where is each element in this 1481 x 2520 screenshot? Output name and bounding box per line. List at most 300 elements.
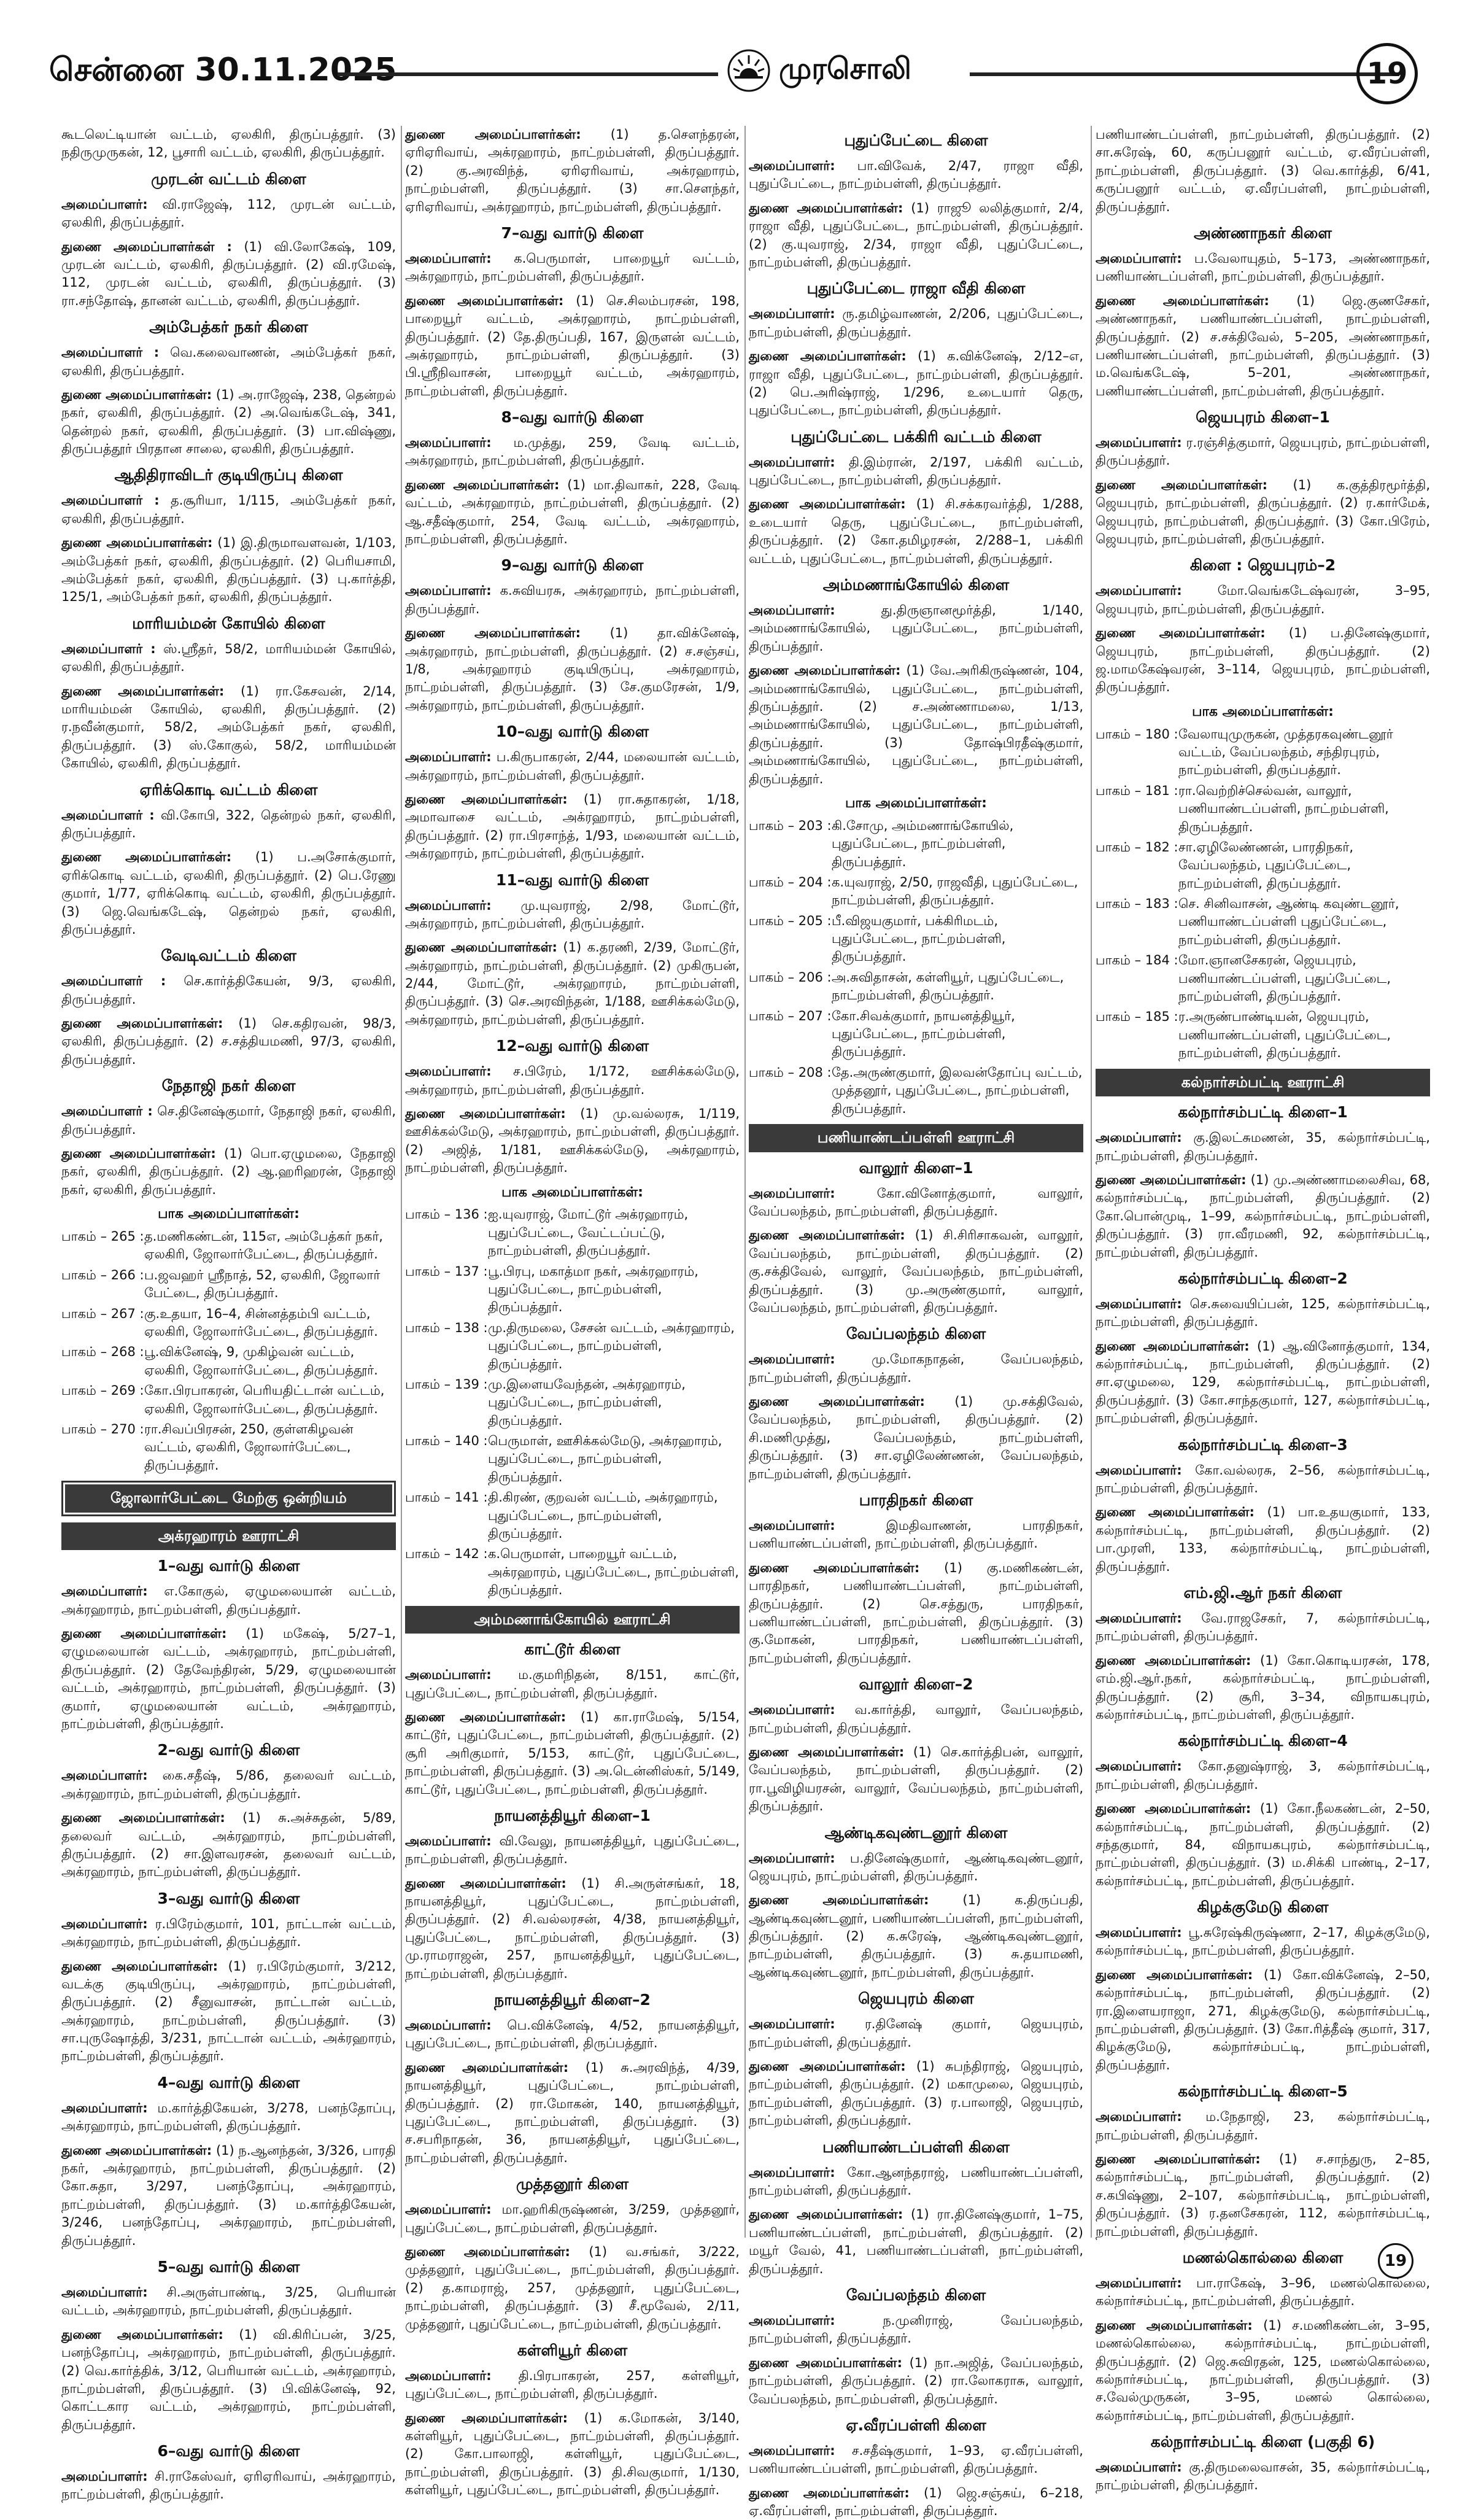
branch-heading: வாலூர் கிளை–2 bbox=[859, 1675, 973, 1694]
member-details: கூடலெட்டியான் வட்டம், ஏலகிரி, திருப்பத்தூர். (3) நதிருமுருகன், 12, பூசாரி வட்டம், ஏலகிரி, திருப்பத்தூர். bbox=[61, 127, 396, 160]
branch-heading: 11–வது வார்டு கிளை bbox=[495, 870, 649, 889]
member-entry bbox=[61, 2326, 396, 2434]
member-entry bbox=[61, 2468, 396, 2504]
booth-organiser: மு.இளையவேந்தன், அக்ரஹாரம், புதுப்பேட்டை, நாட்றம்பள்ளி, திருப்பத்தூர். bbox=[488, 1376, 686, 1428]
column-divider bbox=[401, 126, 402, 2238]
member-details: வெ.கலைவாணன், அம்பேத்கர் நகர், ஏலகிரி, திருப்பத்தூர். bbox=[61, 345, 396, 378]
member-details: த.சூரியா, 1/115, அம்பேத்கர் நகர், ஏலகிரி, திருப்பத்தூர். bbox=[61, 493, 396, 526]
role-label: அமைப்பாளர்: bbox=[61, 196, 148, 212]
branch-heading: நேதாஜி நகர் கிளை bbox=[161, 1077, 296, 1095]
booth-row bbox=[749, 817, 1083, 871]
member-details: (1) பொ.ஏழுமலை, நேதாஜி நகர், ஏலகிரி, திருப்பத்தூர். (2) ஆ.ஹரிஹரன், நேதாஜி நகர், ஏலகிரி, திருப்பத்தூர். bbox=[61, 1146, 396, 1197]
member-entry bbox=[1096, 2317, 1430, 2425]
member-entry bbox=[1096, 1758, 1430, 1794]
role-label: அமைப்பாளர்: bbox=[61, 2284, 148, 2300]
member-details: ம.முத்து, 259, வேடி வட்டம், அக்ரஹாரம், நாட்றம்பள்ளி, திருப்பத்தூர். bbox=[405, 435, 740, 468]
branch-heading: ஆதிதிராவிடர் குடியிருப்பு கிளை bbox=[114, 466, 343, 484]
member-details: (1) செ.கார்த்திபன், வாலூர், வேப்பலந்தம், நாட்றம்பள்ளி, திருப்பத்தூர். (2) ரா.பூவிழியரசன், வாலூர், வேப்பலந்தம், நாட்றம்பள்ளி, திருப்பத்தூர். bbox=[749, 1744, 1083, 1814]
branch-heading: நாயனத்தியூர் கிளை–1 bbox=[494, 1806, 651, 1824]
member-entry bbox=[405, 1708, 740, 1799]
role-label: துணை அமைப்பாளர்கள்: bbox=[749, 349, 907, 364]
member-entry bbox=[1096, 1610, 1430, 1646]
member-entry bbox=[61, 2099, 396, 2136]
branch-heading: 8–வது வார்டு கிளை bbox=[501, 408, 644, 427]
role-label: அமைப்பாளர்: bbox=[749, 306, 835, 322]
role-label: துணை அமைப்பாளர்கள்: bbox=[61, 387, 212, 402]
booth-number: பாகம் – 266 : bbox=[61, 1267, 144, 1282]
branch-heading: மணல்கொல்லை கிளை bbox=[1182, 2248, 1344, 2266]
member-details: (1) மு.வல்லரசு, 1/119, ஊசிக்கல்மேடு, அக்ரஹாரம், நாட்றம்பள்ளி, திருப்பத்தூர். (2) அஜித், 1/181, ஊசிக்கல்மேடு, அக்ரஹாரம், நாட்றம்பள்ளி, திருப்பத்தூர். bbox=[405, 1106, 740, 1176]
column-2 bbox=[405, 126, 740, 2498]
role-label: துணை அமைப்பாளர்கள்: bbox=[749, 1893, 929, 1908]
booth-row bbox=[61, 1228, 396, 1264]
branch-heading: மாரியம்மன் கோயில் கிளை bbox=[132, 614, 325, 632]
member-entry bbox=[749, 1701, 1083, 1737]
member-entry bbox=[405, 1875, 740, 1983]
member-details: (1) நா.அஜித், வேப்பலந்தம், நாட்றம்பள்ளி, திருப்பத்தூர். (2) ரா.லோகராசு, வாலூர், வேப்பலந்தம், நாட்றம்பள்ளி, திருப்பத்தூர். bbox=[749, 2355, 1083, 2406]
branch-heading: அண்ணாநகர் கிளை bbox=[1194, 223, 1332, 242]
member-details: (1) ப.தினேஷ்குமார், ஜெயபுரம், நாட்றம்பள்ளி, திருப்பத்தூர். (2) ஜ.மாமகேஷ்வரன், 3–114, ஜெயபுரம், நாட்றம்பள்ளி, திருப்பத்தூர். bbox=[1096, 626, 1430, 695]
branch-heading: கல்நார்சம்பட்டி கிளை–3 bbox=[1178, 1435, 1348, 1454]
booth-organisers bbox=[1096, 703, 1430, 1063]
member-details: ச.பிரேம், 1/172, ஊசிக்கல்மேடு, அக்ரஹாரம், நாட்றம்பள்ளி, திருப்பத்தூர். bbox=[405, 1064, 740, 1097]
role-label: அமைப்பாளர்: bbox=[1096, 435, 1182, 451]
booth-number: பாகம் – 141 : bbox=[405, 1490, 488, 1505]
role-label: அமைப்பாளர்: bbox=[749, 1185, 835, 1201]
member-details: கோ.ஆனந்தராஜ், பணியாண்டப்பள்ளி, நாட்றம்பள்ளி, திருப்பத்தூர். bbox=[749, 2165, 1083, 2198]
booth-number: பாகம் – 269 : bbox=[61, 1383, 144, 1398]
role-label: அமைப்பாளர்: bbox=[405, 2202, 492, 2217]
booth-organiser: தி.கிரண், குறவன் வட்டம், அக்ரஹாரம், புதுப்பேட்டை, நாட்றம்பள்ளி, திருப்பத்தூர். bbox=[488, 1490, 718, 1541]
branch-heading: பணியாண்டப்பள்ளி கிளை bbox=[822, 2138, 1010, 2156]
masthead-rule-right bbox=[970, 72, 1399, 76]
booth-row bbox=[1096, 1008, 1430, 1062]
member-entry bbox=[749, 2312, 1083, 2348]
role-label: அமைப்பாளர்: bbox=[405, 1667, 492, 1683]
member-details: (1) வி.கிரிப்பன், 3/25, பனந்தோப்பு, அக்ரஹாரம், நாட்றம்பள்ளி, திருப்பத்தூர். (2) வெ.கார்த்திக், 3/12, பெரியான் வட்டம், அக்ரஹாரம், நாட்றம்பள்ளி, திருப்பத்தூர். (3) பி.விக்னேஷ், 92, கொட்டகார வட்டம், அக்ரஹாரம், நாட்றம்பள்ளி, திருப்பத்தூர். bbox=[61, 2327, 396, 2432]
member-entry bbox=[1096, 1503, 1430, 1576]
member-entry bbox=[61, 848, 396, 939]
member-entry bbox=[749, 347, 1083, 420]
role-label: அமைப்பாளர்: bbox=[749, 603, 835, 618]
role-label: துணை அமைப்பாளர்கள்: bbox=[405, 1875, 566, 1891]
branch-heading: வேடிவட்டம் கிளை bbox=[161, 947, 296, 965]
booth-organiser: வேலாயுமுருகன், முத்தரகவுண்டனூர் வட்டம், வேப்பலந்தம், சந்திரபுரம், நாட்றம்பள்ளி, திருப்பத்தூர். bbox=[1178, 726, 1393, 778]
member-details: (1) ஜெ.குணசேகர், அண்ணாநகர், பணியாண்டப்பள்ளி, நாட்றம்பள்ளி, திருப்பத்தூர். (2) ச.சக்திவேல், 5–205, அண்ணாநகர், பணியாண்டப்பள்ளி, நாட்றம்பள்ளி, திருப்பத்தூர். (3) ம.வெங்கடேஷ், 5–201, அண்ணாநகர், பணியாண்டப்பள்ளி, நாட்றம்பள்ளி, திருப்பத்தூர். bbox=[1096, 293, 1430, 398]
member-details: ப.தினேஷ்குமார், ஆண்டிகவுண்டனூர், ஜெயபுரம், நாட்றம்பள்ளி, திருப்பத்தூர். bbox=[749, 1850, 1083, 1883]
role-label: அமைப்பாளர்: bbox=[61, 1916, 148, 1931]
column-1 bbox=[61, 126, 396, 2502]
member-entry bbox=[61, 807, 396, 843]
member-entry bbox=[749, 1517, 1083, 1553]
member-entry bbox=[749, 1559, 1083, 1667]
booth-row bbox=[61, 1382, 396, 1418]
member-entry bbox=[61, 2284, 396, 2320]
member-entry bbox=[61, 386, 396, 459]
member-entry bbox=[1096, 250, 1430, 286]
member-entry bbox=[405, 292, 740, 400]
member-entry bbox=[405, 939, 740, 1029]
member-details: (1) பா.உதயகுமார், 133, கல்நார்சம்பட்டி, நாட்றம்பள்ளி, திருப்பத்தூர். (2) பா.முரளி, 133, கல்நார்சம்பட்டி, நாட்றம்பள்ளி, திருப்பத்தூர். bbox=[1096, 1505, 1430, 1574]
role-label: துணை அமைப்பாளர்கள்: bbox=[1096, 626, 1266, 641]
member-entry bbox=[749, 495, 1083, 568]
booth-number: பாகம் – 138 : bbox=[405, 1320, 488, 1335]
booth-organiser: பூ.விக்னேஷ், 9, முகிழ்வன் வட்டம், ஏலகிரி, ஜோலார்பேட்டை, திருப்பத்தூர். bbox=[144, 1344, 378, 1378]
member-entry bbox=[1096, 1800, 1430, 1890]
role-label: துணை அமைப்பாளர்கள்: bbox=[61, 1958, 218, 1974]
role-label: துணை அமைப்பாளர்கள்: bbox=[61, 1016, 223, 1031]
member-details: செ.சுவையிப்பன், 125, கல்நார்சம்பட்டி, நாட்றம்பள்ளி, திருப்பத்தூர். bbox=[1096, 1296, 1430, 1330]
booth-row bbox=[749, 874, 1083, 910]
member-details: (1) இ.திருமாவளவன், 1/103, அம்பேத்கர் நகர், ஏலகிரி, திருப்பத்தூர். (2) பெரியசாமி, அம்பேத்கர் நகர், ஏலகிரி, திருப்பத்தூர். (3) பு.கார்த்தி, 125/1, அம்பேத்கர் நகர், ஏலகிரி, திருப்பத்தூர். bbox=[61, 535, 396, 605]
member-entry bbox=[61, 1915, 396, 1952]
booth-number: பாகம் – 184 : bbox=[1096, 953, 1178, 968]
member-details: கோ.வல்லரசு, 2–56, கல்நார்சம்பட்டி, நாட்றம்பள்ளி, திருப்பத்தூர். bbox=[1096, 1462, 1430, 1496]
panchayat-banner: பணியாண்டப்பள்ளி ஊராட்சி bbox=[749, 1124, 1083, 1152]
booth-organisers bbox=[749, 794, 1083, 1118]
role-label: துணை அமைப்பாளர்கள் : bbox=[61, 239, 232, 254]
role-label: துணை அமைப்பாளர்கள்: bbox=[61, 2327, 223, 2342]
role-label: துணை அமைப்பாளர்கள்: bbox=[61, 683, 225, 699]
member-details: (1) சி.சிரிசாகவன், வாலூர், வேப்பலந்தம், நாட்றம்பள்ளி, திருப்பத்தூர். (2) கு.சக்திவேல், வாலூர், வேப்பலந்தம், நாட்றம்பள்ளி, திருப்பத்தூர். (3) மு.அருண்குமார், வாலூர், வேப்பலந்தம், நாட்றம்பள்ளி, திருப்பத்தூர். bbox=[749, 1228, 1083, 1315]
booth-row bbox=[749, 969, 1083, 1005]
branch-heading: 3–வது வார்டு கிளை bbox=[157, 1889, 300, 1907]
member-details: கு.இலட்சுமணன், 35, கல்நார்சம்பட்டி, நாட்றம்பள்ளி, திருப்பத்தூர். bbox=[1096, 1130, 1430, 1163]
member-details: வி.ராஜேஷ், 112, முரடன் வட்டம், ஏலகிரி, திருப்பத்தூர். bbox=[61, 196, 396, 230]
booth-row bbox=[405, 1432, 740, 1486]
booth-row bbox=[1096, 839, 1430, 893]
member-details: கு.திருமலைவாசன், 35, கல்நார்சம்பட்டி, நாட்றம்பள்ளி, திருப்பத்தூர். bbox=[1096, 2460, 1430, 2493]
member-entry bbox=[61, 1767, 396, 1803]
role-label: துணை அமைப்பாளர்கள்: bbox=[1096, 1967, 1253, 1982]
branch-heading: கல்நார்சம்பட்டி கிளை–4 bbox=[1178, 1732, 1348, 1750]
booth-row bbox=[61, 1305, 396, 1341]
member-entry bbox=[1096, 1652, 1430, 1724]
role-label: துணை அமைப்பாளர்கள்: bbox=[749, 2059, 906, 2074]
member-details: தி.இம்ரான், 2/197, பக்கிரி வட்டம், புதுப்பேட்டை, நாட்றம்பள்ளி, திருப்பத்தூர். bbox=[749, 454, 1083, 488]
role-label: துணை அமைப்பாளர்கள்: bbox=[405, 940, 557, 955]
member-details: மோ.வெங்கடேஷ்வரன், 3–95, ஜெயபுரம், நாட்றம்பள்ளி, திருப்பத்தூர். bbox=[1096, 583, 1430, 616]
member-entry bbox=[61, 1625, 396, 1733]
branch-heading: புதுப்பேட்டை ராஜா வீதி கிளை bbox=[806, 279, 1026, 298]
member-details: (1) ராஜூ லலித்குமார், 2/4, ராஜா வீதி, புதுப்பேட்டை, நாட்றம்பள்ளி, திருப்பத்தூர். (2) கு.யுவராஜ், 2/34, ராஜா வீதி, புதுப்பேட்டை, நாட்றம்பள்ளி, திருப்பத்தூர். bbox=[749, 200, 1083, 269]
branch-heading: வேப்பலந்தம் கிளை bbox=[846, 1325, 986, 1343]
branch-heading: வாலூர் கிளை–1 bbox=[859, 1158, 973, 1177]
booth-number: பாகம் – 267 : bbox=[61, 1306, 144, 1321]
branch-heading: கிழக்குமேடு கிளை bbox=[1197, 1898, 1329, 1917]
member-details: ம.கார்த்திகேயன், 3/278, பனந்தோப்பு, அக்ரஹாரம், நாட்றம்பள்ளி, திருப்பத்தூர். bbox=[61, 2100, 396, 2134]
member-entry bbox=[61, 683, 396, 773]
member-details: (1) கா.ராமேஷ், 5/154, காட்டூர், புதுப்பேட்டை, நாட்றம்பள்ளி, திருப்பத்தூர். (2) சூரி அரிகுமார், 5/153, காட்டூர், புதுப்பேட்டை, நாட்றம்பள்ளி, திருப்பத்தூர். (3) அ.டென்னிஸ்கர், 5/149, காட்டூர், புதுப்பேட்டை, நாட்றம்பள்ளி, திருப்பத்தூர். bbox=[405, 1709, 740, 1797]
member-entry bbox=[1096, 1171, 1430, 1262]
role-label: துணை அமைப்பாளர்கள்: bbox=[405, 127, 581, 142]
member-details: (1) மா.திவாகர், 228, வேடி வட்டம், அக்ரஹாரம், நாட்றம்பள்ளி, திருப்பத்தூர். (2) ஆ.சதீஷ்குமார், 254, வேடி வட்டம், அக்ரஹாரம், நாட்றம்பள்ளி, திருப்பத்தூர். bbox=[405, 477, 740, 547]
member-entry bbox=[749, 1393, 1083, 1483]
branch-heading: 12–வது வார்டு கிளை bbox=[495, 1037, 649, 1055]
masthead bbox=[49, 41, 1418, 109]
member-entry bbox=[405, 2243, 740, 2333]
member-entry bbox=[405, 582, 740, 618]
booth-organiser: கோ.சிவக்குமார், நாயனத்தியூர், புதுப்பேட்டை, நாட்றம்பள்ளி, திருப்பத்தூர். bbox=[832, 1008, 1015, 1060]
branch-heading: வேப்பலந்தம் கிளை bbox=[846, 2285, 986, 2304]
role-label: துணை அமைப்பாளர்கள்: bbox=[1096, 2317, 1253, 2333]
booth-organiser: க.பெருமாள், பாறையூர் வட்டம், அக்ரஹாரம், புதுப்பேட்டை, நாட்றம்பள்ளி, திருப்பத்தூர். bbox=[488, 1546, 739, 1598]
member-details: (1) ந.ஆனந்தன், 3/326, பாரதி நகர், அக்ரஹாரம், நாட்றம்பள்ளி, திருப்பத்தூர். (2) கோ.சுதா, 3/297, பனந்தோப்பு, அக்ரஹாரம், நாட்றம்பள்ளி, திருப்பத்தூர். (3) ம.கார்த்திகேயன், 3/246, பனந்தோப்பு, அக்ரஹாரம், நாட்றம்பள்ளி, திருப்பத்தூர். bbox=[61, 2142, 396, 2248]
booth-organiser: மோ.ஞானசேகரன், ஜெயபுரம், பணியாண்டப்பள்ளி, புதுப்பேட்டை, நாட்றம்பள்ளி, திருப்பத்தூர். bbox=[1178, 953, 1391, 1004]
member-details: (1) ரா.சுதாகரன், 1/18, அமாவாசை வட்டம், அக்ரஹாரம், நாட்றம்பள்ளி, திருப்பத்தூர். (2) ரா.பிரசாந்த், 1/93, மலையான் வட்டம், அக்ரஹாரம், நாட்றம்பள்ளி, திருப்பத்தூர். bbox=[405, 791, 740, 861]
member-details: பூ.சுரேஷ்கிருஷ்ணா, 2–17, கிழக்குமேடு, கல்நார்சம்பட்டி, நாட்றம்பள்ளி, திருப்பத்தூர். bbox=[1096, 1925, 1430, 1958]
member-details: வ.கார்த்தி, வாலூர், வேப்பலந்தம், நாட்றம்பள்ளி, திருப்பத்தூர். bbox=[749, 1702, 1083, 1735]
member-details: வி.வேலு, நாயனத்தியூர், புதுப்பேட்டை, நாட்றம்பள்ளி, திருப்பத்தூர். bbox=[405, 1833, 740, 1867]
booth-row bbox=[405, 1489, 740, 1543]
member-details: ப.கிருபாகரன், 2/44, மலையான் வட்டம், அக்ரஹாரம், நாட்றம்பள்ளி, திருப்பத்தூர். bbox=[405, 750, 740, 783]
member-entry bbox=[61, 1958, 396, 2066]
member-entry bbox=[61, 126, 396, 162]
role-label: அமைப்பாளர் : bbox=[61, 807, 155, 823]
member-entry bbox=[749, 2484, 1083, 2520]
role-label: அமைப்பாளர்: bbox=[405, 2368, 492, 2383]
role-label: அமைப்பாளர்: bbox=[749, 1352, 835, 1367]
member-entry bbox=[61, 1809, 396, 1882]
member-details: (1) க.விக்னேஷ், 2/12–எ, ராஜா வீதி, புதுப்பேட்டை, நாட்றம்பள்ளி, திருப்பத்தூர். (2) பெ.அரிஷ்ராஜ், 1/296, உடையார் தெரு, புதுப்பேட்டை, நாட்றம்பள்ளி, திருப்பத்தூர். bbox=[749, 349, 1083, 418]
role-label: அமைப்பாளர்: bbox=[405, 435, 492, 451]
member-details: ர.தினேஷ் குமார், ஜெயபுரம், நாட்றம்பள்ளி, திருப்பத்தூர். bbox=[749, 2017, 1083, 2050]
branch-heading: ஜெயபுரம் கிளை–1 bbox=[1196, 408, 1330, 427]
role-label: அமைப்பாளர்: bbox=[1096, 250, 1182, 266]
member-entry bbox=[749, 1185, 1083, 1221]
booth-organiser: பீ.விஜயகுமார், பக்கிரிமடம், புதுப்பேட்டை, நாட்றம்பள்ளி, திருப்பத்தூர். bbox=[832, 913, 1006, 964]
member-entry bbox=[405, 476, 740, 549]
member-entry bbox=[749, 305, 1083, 341]
member-details: கோ.தனுஷ்ராஜ், 3, கல்நார்சம்பட்டி, நாட்றம்பள்ளி, திருப்பத்தூர். bbox=[1096, 1759, 1430, 1792]
member-entry bbox=[749, 1891, 1083, 1982]
branch-heading: கல்நார்சம்பட்டி கிளை–2 bbox=[1178, 1269, 1348, 1287]
member-entry bbox=[749, 602, 1083, 656]
member-entry bbox=[749, 157, 1083, 193]
member-entry bbox=[61, 2142, 396, 2250]
booth-number: பாகம் – 142 : bbox=[405, 1546, 488, 1562]
branch-heading: 5–வது வார்டு கிளை bbox=[157, 2257, 300, 2276]
member-details: (1) க.மோகன், 3/140, கள்ளியூர், புதுப்பேட்டை, நாட்றம்பள்ளி, திருப்பத்தூர். (2) கோ.பாலாஜி, கள்ளியூர், புதுப்பேட்டை, நாட்றம்பள்ளி, திருப்பத்தூர். (3) தி.சிவகுமார், 1/130, கள்ளியூர், புதுப்பேட்டை, நாட்றம்பள்ளி, திருப்பத்தூர். bbox=[405, 2410, 740, 2498]
member-details: (1) மு.அண்ணாமலைசிவ, 68, கல்நார்சம்பட்டி, நாட்றம்பள்ளி, திருப்பத்தூர். (2) கோ.பொன்முடி, 1–99, கல்நார்சம்பட்டி, நாட்றம்பள்ளி, திருப்பத்தூர். (3) ரா.வீரமணி, 92, கல்நார்சம்பட்டி, நாட்றம்பள்ளி, திருப்பத்தூர். bbox=[1096, 1172, 1430, 1260]
member-details: சி.அருள்பாண்டி, 3/25, பெரியான் வட்டம், அக்ரஹாரம், நாட்றம்பள்ளி, திருப்பத்தூர். bbox=[61, 2284, 396, 2318]
role-label: அமைப்பாளர்: bbox=[749, 454, 835, 470]
booth-number: பாகம் – 181 : bbox=[1096, 783, 1178, 798]
member-details: (1) ரா.தினேஷ்குமார், 1–75, பணியாண்டப்பள்ளி, நாட்றம்பள்ளி, திருப்பத்தூர். (2) மயூர் வேல், 41, பணியாண்டப்பள்ளி, நாட்றம்பள்ளி, திருப்பத்தூர். bbox=[749, 2207, 1083, 2276]
member-entry bbox=[749, 662, 1083, 788]
role-label: அமைப்பாளர்: bbox=[1096, 1462, 1182, 1478]
member-details: தி.பிரபாகரன், 257, கள்ளியூர், புதுப்பேட்டை, நாட்றம்பள்ளி, திருப்பத்தூர். bbox=[405, 2368, 740, 2402]
booth-row bbox=[1096, 895, 1430, 949]
booth-number: பாகம் – 203 : bbox=[749, 818, 832, 833]
member-details: செ.தினேஷ்குமார், நேதாஜி நகர், ஏலகிரி, திருப்பத்தூர். bbox=[61, 1104, 396, 1137]
member-entry bbox=[1096, 292, 1430, 400]
member-entry bbox=[1096, 1966, 1430, 2074]
booth-number: பாகம் – 180 : bbox=[1096, 726, 1178, 742]
member-entry bbox=[1096, 126, 1430, 216]
branch-heading: 4–வது வார்டு கிளை bbox=[157, 2073, 300, 2092]
member-details: (1) செ.சிலம்பரசன், 198, பாறையூர் வட்டம், அக்ரஹாரம், நாட்றம்பள்ளி, திருப்பத்தூர். (2) தே.திருப்பதி, 167, இருளன் வட்டம், அக்ரஹாரம், நாட்றம்பள்ளி, திருப்பத்தூர். (3) பி.ஸ்ரீநிவாசன், பாறையூர் வட்டம், அக்ரஹாரம், நாட்றம்பள்ளி, திருப்பத்தூர். bbox=[405, 293, 740, 398]
member-details: (1) சு.அச்சுதன், 5/89, தலைவர் வட்டம், அக்ரஹாரம், நாட்றம்பள்ளி, திருப்பத்தூர். (2) சா.இளவரசன், தலைவர் வட்டம், அக்ரஹாரம், நாட்றம்பள்ளி, திருப்பத்தூர். bbox=[61, 1810, 396, 1880]
booth-organiser: ரா.சிவப்பிரசன், 250, குள்ளகிழவன் வட்டம், ஏலகிரி, ஜோலார்பேட்டை, திருப்பத்தூர். bbox=[144, 1421, 354, 1473]
member-entry bbox=[1096, 476, 1430, 549]
booth-number: பாகம் – 265 : bbox=[61, 1228, 144, 1244]
member-entry bbox=[61, 1103, 396, 1139]
booth-number: பாகம் – 205 : bbox=[749, 913, 832, 928]
member-details: பெ.விக்னேஷ், 4/52, நாயனத்தியூர், புதுப்பேட்டை, நாட்றம்பள்ளி, திருப்பத்தூர். bbox=[405, 2018, 740, 2051]
role-label: அமைப்பாளர்: bbox=[405, 583, 492, 599]
member-details: சி.ராகேஸ்வர், ஏரிஏரிவாய், அக்ரஹாரம், நாட்றம்பள்ளி, திருப்பத்தூர். bbox=[61, 2469, 396, 2502]
booth-organiser: பெருமாள், ஊசிக்கல்மேடு, அக்ரஹாரம், புதுப்பேட்டை, நாட்றம்பள்ளி, திருப்பத்தூர். bbox=[488, 1433, 722, 1484]
member-entry bbox=[749, 454, 1083, 490]
member-entry bbox=[749, 200, 1083, 272]
role-label: அமைப்பாளர்: bbox=[1096, 1925, 1182, 1940]
branch-heading: முரடன் வட்டம் கிளை bbox=[151, 169, 306, 188]
branch-heading: அம்மணாங்கோயில் கிளை bbox=[822, 576, 1010, 594]
member-details: (1) ச.மணிகண்டன், 3–95, மணல்கொல்லை, கல்நார்சம்பட்டி, நாட்றம்பள்ளி, திருப்பத்தூர். (2) ஜெ.சுவிரதன், 125, மணல்கொல்லை, கல்நார்சம்பட்டி, நாட்றம்பள்ளி, திருப்பத்தூர். (3) ச.வேல்முருகன், 3–95, மணல் கொல்லை, கல்நார்சம்பட்டி, நாட்றம்பள்ளி, திருப்பத்தூர். bbox=[1096, 2317, 1430, 2423]
role-label: துணை அமைப்பாளர்கள்: bbox=[749, 2207, 903, 2222]
role-label: துணை அமைப்பாளர்கள்: bbox=[1096, 1653, 1251, 1668]
member-details: ச.சதீஷ்குமார், 1–93, ஏ.வீரப்பள்ளி, பணியாண்டப்பள்ளி, நாட்றம்பள்ளி, திருப்பத்தூர். bbox=[749, 2443, 1083, 2476]
member-details: ர.பிரேம்குமார், 101, நாட்டான் வட்டம், அக்ரஹாரம், நாட்றம்பள்ளி, திருப்பத்தூர். bbox=[61, 1916, 396, 1950]
member-details: (1) கோ.நீலகண்டன், 2–50, கல்நார்சம்பட்டி, நாட்றம்பள்ளி, திருப்பத்தூர். (2) சந்தகுமார், 84, விநாயகபுரம், கல்நார்சம்பட்டி, நாட்றம்பள்ளி, திருப்பத்தூர். (3) ம.சிக்கி பாண்டி, 2–17, கல்நார்சம்பட்டி, நாட்றம்பள்ளி, திருப்பத்தூர். bbox=[1096, 1801, 1430, 1888]
member-details: பா.விவேக், 2/47, ராஜா வீதி, புதுப்பேட்டை, நாட்றம்பள்ளி, திருப்பத்தூர். bbox=[749, 158, 1083, 192]
article-columns bbox=[61, 126, 1430, 2519]
member-details: ம.நேதாஜி, 23, கல்நார்சம்பட்டி, நாட்றம்பள்ளி, திருப்பத்தூர். bbox=[1096, 2109, 1430, 2142]
booth-organiser: க.யுவராஜ், 2/50, ராஜவீதி, புதுப்பேட்டை, நாட்றம்பள்ளி, திருப்பத்தூர். bbox=[832, 874, 1078, 908]
role-label: துணை அமைப்பாளர்கள்: bbox=[405, 626, 581, 641]
member-entry bbox=[61, 1583, 396, 1619]
booth-row bbox=[749, 1064, 1083, 1118]
member-entry bbox=[405, 1832, 740, 1869]
role-label: துணை அமைப்பாளர்கள்: bbox=[405, 1106, 566, 1122]
role-label: துணை அமைப்பாளர்கள்: bbox=[1096, 293, 1269, 308]
role-label: துணை அமைப்பாளர்கள்: bbox=[749, 200, 903, 215]
member-details: மு.மோகநாதன், வேப்பலந்தம், நாட்றம்பள்ளி, திருப்பத்தூர். bbox=[749, 1352, 1083, 1385]
booth-number: பாகம் – 206 : bbox=[749, 969, 832, 985]
booth-row bbox=[1096, 782, 1430, 836]
member-details: ப.வேலாயுதம், 5–173, அண்ணாநகர், பணியாண்டப்பள்ளி, நாட்றம்பள்ளி, திருப்பத்தூர். bbox=[1096, 250, 1430, 284]
role-label: அமைப்பாளர் : bbox=[61, 974, 166, 989]
branch-heading: ஜெயபுரம் கிளை bbox=[858, 1990, 974, 2008]
role-label: துணை அமைப்பாளர்கள்: bbox=[749, 1228, 905, 1243]
member-details: (1) ஆ.வினோத்குமார், 134, கல்நார்சம்பட்டி, நாட்றம்பள்ளி, திருப்பத்தூர். (2) சா.ஏழுமலை, 129, கல்நார்சம்பட்டி, நாட்றம்பள்ளி, திருப்பத்தூர். (3) கோ.சாந்தகுமார், 127, கல்நார்சம்பட்டி, நாட்றம்பள்ளி, திருப்பத்தூர். bbox=[1096, 1338, 1430, 1426]
branch-heading: எம்.ஜி.ஆர் நகர் கிளை bbox=[1183, 1584, 1342, 1602]
member-entry bbox=[749, 1351, 1083, 1387]
booth-organiser: மு.திருமலை, சேசன் வட்டம், அக்ரஹாரம், புதுப்பேட்டை, நாட்றம்பள்ளி, திருப்பத்தூர். bbox=[488, 1320, 735, 1371]
role-label: துணை அமைப்பாளர்கள்: bbox=[749, 1560, 920, 1575]
role-label: துணை அமைப்பாளர்கள்: bbox=[405, 477, 560, 492]
booth-row bbox=[405, 1263, 740, 1317]
member-details: (1) க.திருப்பதி, ஆண்டிகவுண்டனூர், பணியாண்டப்பள்ளி, நாட்றம்பள்ளி, திருப்பத்தூர். (2) க.சுரேஷ், ஆண்டிகவுண்டனூர், நாட்றம்பள்ளி, திருப்பத்தூர். (3) சு.தயாமணி, ஆண்டிகவுண்டனூர், நாட்றம்பள்ளி, திருப்பத்தூர். bbox=[749, 1893, 1083, 1980]
member-details: (1) வ.சங்கர், 3/222, முத்தனூர், புதுப்பேட்டை, நாட்றம்பள்ளி, திருப்பத்தூர். (2) த.காமராஜ், 257, முத்தனூர், புதுப்பேட்டை, நாட்றம்பள்ளி, திருப்பத்தூர். (3) சீ.மூவேல், 2/11, முத்தனூர், புதுப்பேட்டை, நாட்றம்பள்ளி, திருப்பத்தூர். bbox=[405, 2244, 740, 2332]
booth-organiser: த.மணிகண்டன், 115எ, அம்பேத்கர் நகர், ஏலகிரி, ஜோலார்பேட்டை, திருப்பத்தூர். bbox=[144, 1228, 383, 1262]
role-label: அமைப்பாளர்: bbox=[405, 1833, 492, 1848]
role-label: அமைப்பாளர்: bbox=[1096, 1296, 1182, 1311]
panchayat-banner: அக்ரஹாரம் ஊராட்சி bbox=[61, 1522, 396, 1551]
branch-heading: முத்தனூர் கிளை bbox=[516, 2175, 629, 2193]
rising-sun-icon bbox=[727, 49, 770, 92]
role-label: துணை அமைப்பாளர்கள்: bbox=[749, 2485, 910, 2500]
member-details: (1) க.தரணி, 2/39, மோட்டூர், அக்ரஹாரம், நாட்றம்பள்ளி, திருப்பத்தூர். (2) முகிருபன், 2/44, மோட்டூர், அக்ரஹாரம், நாட்றம்பள்ளி, திருப்பத்தூர். (3) செ.அரவிந்தன், 1/188, ஊசிக்கல்மேடு, அக்ரஹாரம், நாட்றம்பள்ளி, திருப்பத்தூர். bbox=[405, 940, 740, 1027]
role-label: அமைப்பாளர்: bbox=[1096, 1611, 1182, 1626]
member-entry bbox=[405, 624, 740, 715]
role-label: அமைப்பாளர்: bbox=[1096, 583, 1182, 599]
role-label: துணை அமைப்பாளர்கள்: bbox=[749, 663, 901, 678]
role-label: அமைப்பாளர் : bbox=[61, 1104, 153, 1119]
booth-organisers-title: பாக அமைப்பாளர்கள்: bbox=[158, 1206, 300, 1222]
booth-row bbox=[61, 1266, 396, 1303]
masthead-rule-left bbox=[338, 72, 718, 76]
role-label: துணை அமைப்பாளர்கள்: bbox=[61, 1810, 225, 1826]
role-label: அமைப்பாளர்: bbox=[61, 1584, 148, 1599]
booth-number: பாகம் – 140 : bbox=[405, 1433, 488, 1449]
booth-number: பாகம் – 183 : bbox=[1096, 896, 1178, 912]
role-label: துணை அமைப்பாளர்கள்: bbox=[749, 2355, 903, 2370]
role-label: துணை அமைப்பாளர்கள்: bbox=[1096, 1801, 1251, 1816]
role-label: அமைப்பாளர்: bbox=[1096, 1130, 1182, 1146]
booth-number: பாகம் – 268 : bbox=[61, 1344, 144, 1360]
booth-row bbox=[749, 912, 1083, 966]
branch-heading: 7–வது வார்டு கிளை bbox=[501, 223, 644, 242]
member-entry bbox=[1096, 1338, 1430, 1428]
role-label: அமைப்பாளர்: bbox=[405, 1064, 492, 1079]
member-details: மு.யுவராஜ், 2/98, மோட்டூர், அக்ரஹாரம், நாட்றம்பள்ளி, திருப்பத்தூர். bbox=[405, 898, 740, 931]
booth-number: பாகம் – 208 : bbox=[749, 1064, 832, 1080]
member-details: (1) கோ.விக்னேஷ், 2–50, கல்நார்சம்பட்டி, நாட்றம்பள்ளி, திருப்பத்தூர். (2) ரா.இளையராஜா, 271, கிழக்குமேடு, கல்நார்சம்பட்டி, நாட்றம்பள்ளி, திருப்பத்தூர். (3) கோ.ரித்தீஷ் குமார், 317, கிழக்குமேடு, கல்நார்சம்பட்டி, நாட்றம்பள்ளி, திருப்பத்தூர். bbox=[1096, 1967, 1430, 2072]
member-details: கை.சதீஷ், 5/86, தலைவர் வட்டம், அக்ரஹாரம், நாட்றம்பள்ளி, திருப்பத்தூர். bbox=[61, 1768, 396, 1801]
booth-organisers-title: பாக அமைப்பாளர்கள்: bbox=[1192, 704, 1334, 719]
member-entry bbox=[405, 1666, 740, 1702]
newspaper-name: முரசொலி bbox=[779, 52, 911, 86]
union-banner bbox=[61, 1481, 396, 1516]
branch-heading: 1–வது வார்டு கிளை bbox=[157, 1557, 300, 1575]
role-label: துணை அமைப்பாளர்கள்: bbox=[61, 1626, 227, 1642]
role-label: துணை அமைப்பாளர்கள்: bbox=[61, 535, 213, 551]
branch-heading: கிளை : ஜெயபுரம்–2 bbox=[1189, 556, 1336, 575]
booth-organisers-title: பாக அமைப்பாளர்கள்: bbox=[501, 1184, 643, 1200]
member-details: (1) தா.விக்னேஷ், அக்ரஹாரம், நாட்றம்பள்ளி, திருப்பத்தூர். (2) ச.சஞ்சய், 1/8, அக்ரஹாரம் குடியிருப்பு, அக்ரஹாரம், நாட்றம்பள்ளி, திருப்பத்தூர். (3) சே.குமரேசன், 1/9, அக்ரஹாரம், நாட்றம்பள்ளி, திருப்பத்தூர். bbox=[405, 626, 740, 713]
member-entry bbox=[405, 1105, 740, 1177]
member-entry bbox=[749, 1850, 1083, 1886]
branch-heading: புதுப்பேட்டை பக்கிரி வட்டம் கிளை bbox=[791, 427, 1042, 446]
member-details: (1) செ.கதிரவன், 98/3, ஏலகிரி, திருப்பத்தூர். (2) ச.சத்தியமணி, 97/3, ஏலகிரி, திருப்பத்தூர். bbox=[61, 1016, 396, 1067]
role-label: துணை அமைப்பாளர்கள்: bbox=[1096, 1505, 1255, 1520]
member-details: (1) சி.அருள்சங்கர், 18, நாயனத்தியூர், புதுப்பேட்டை, நாட்றம்பள்ளி, திருப்பத்தூர். (2) சி.வல்லரசன், 4/38, நாயனத்தியூர், புதுப்பேட்டை, நாட்றம்பள்ளி, திருப்பத்தூர். (3) மு.ராமராஜன், 257, நாயனத்தியூர், புதுப்பேட்டை, நாட்றம்பள்ளி, திருப்பத்தூர். bbox=[405, 1875, 740, 1981]
member-entry bbox=[1096, 2150, 1430, 2241]
booth-row bbox=[405, 1206, 740, 1260]
role-label: அமைப்பாளர்: bbox=[1096, 1759, 1182, 1774]
member-entry bbox=[405, 1063, 740, 1099]
role-label: துணை அமைப்பாளர்கள்: bbox=[749, 497, 906, 512]
branch-heading: ஏ.வீரப்பள்ளி கிளை bbox=[846, 2416, 986, 2434]
member-entry bbox=[405, 434, 740, 470]
branch-heading: பாரதிநகர் கிளை bbox=[859, 1491, 973, 1510]
member-details: வி.கோபி, 322, தென்றல் நகர், ஏலகிரி, திருப்பத்தூர். bbox=[61, 807, 396, 840]
member-entry bbox=[405, 2201, 740, 2237]
role-label: அமைப்பாளர்: bbox=[749, 2313, 835, 2328]
member-details: (1) சுபந்திராஜ், ஜெயபுரம், நாட்றம்பள்ளி, திருப்பத்தூர். (2) மகாமுலை, ஜெயபுரம், நாட்றம்பள்ளி, திருப்பத்தூர். (3) ர.பாலாஜி, ஜெயபுரம், நாட்றம்பள்ளி, திருப்பத்தூர். bbox=[749, 2059, 1083, 2128]
member-entry bbox=[1096, 582, 1430, 618]
booth-organiser: ஐ.யுவராஜ், மோட்டூர் அக்ரஹாரம், புதுப்பேட்டை, வேட்டப்பட்டு, நாட்றம்பள்ளி, திருப்பத்தூர். bbox=[488, 1207, 689, 1258]
member-entry bbox=[749, 2354, 1083, 2408]
member-entry bbox=[61, 196, 396, 232]
member-details: (1) வே.அரிகிருஷ்ணன், 104, அம்மணாங்கோயில், புதுப்பேட்டை, நாட்றம்பள்ளி, திருப்பத்தூர். (2) ச.அண்ணாமலை, 1/13, அம்மணாங்கோயில், புதுப்பேட்டை, நாட்றம்பள்ளி, திருப்பத்தூர். (3) தோஷ்பிரதீஷ்குமார், அம்மணாங்கோயில், புதுப்பேட்டை, நாட்றம்பள்ளி, திருப்பத்தூர். bbox=[749, 663, 1083, 786]
member-details: க.பெருமாள், பாறையூர் வட்டம், அக்ரஹாரம், நாட்றம்பள்ளி, திருப்பத்தூர். bbox=[405, 250, 740, 284]
role-label: அமைப்பாளர்: bbox=[61, 2469, 148, 2484]
member-entry bbox=[1096, 2108, 1430, 2144]
member-entry bbox=[749, 1227, 1083, 1317]
